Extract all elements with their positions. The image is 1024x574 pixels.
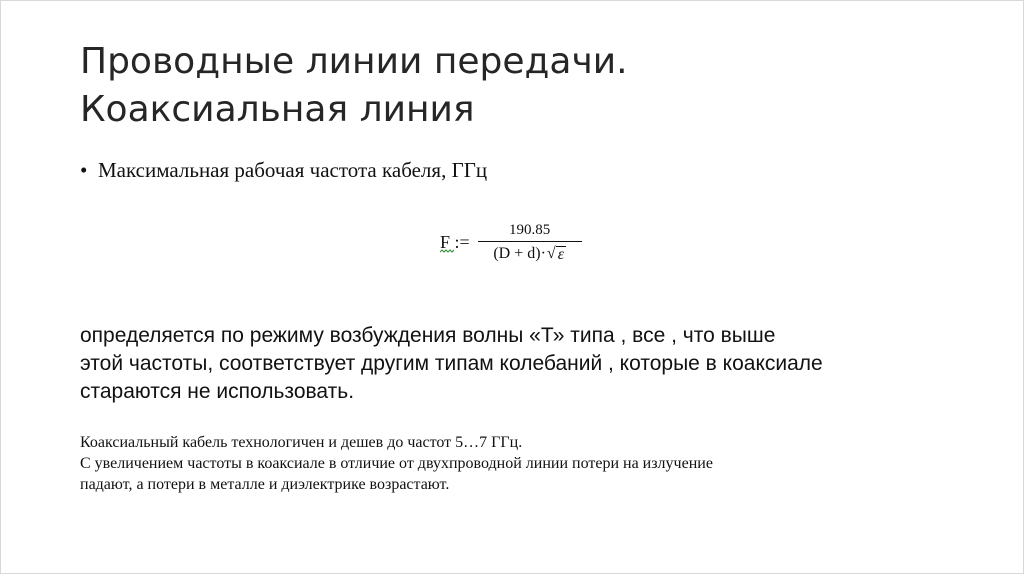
slide-title xyxy=(80,38,940,134)
bullet-item xyxy=(80,158,487,183)
bullet-marker: • xyxy=(80,158,88,182)
square-root xyxy=(547,245,566,263)
paragraph-line: этой частоты, соответствует другим типам колебаний , которые в коаксиале xyxy=(80,352,823,375)
explanation-paragraph xyxy=(80,322,960,406)
paragraph-line: определяется по режиму возбуждения волны «Т» типа , все , что выше xyxy=(80,324,776,347)
title-line-2: Коаксиальная линия xyxy=(80,89,475,130)
notes-line: С увеличением частоты в коаксиале в отличие от двухпроводной линии потери на излучение xyxy=(80,455,713,472)
radicand: ε xyxy=(557,245,564,263)
formula-numerator: 190.85 xyxy=(509,221,551,238)
paragraph-line: стараются не использовать. xyxy=(80,380,355,403)
notes-block xyxy=(80,432,960,495)
spellcheck-squiggle-icon xyxy=(440,249,454,254)
notes-line: Коаксиальный кабель технологичен и дешев до частот 5…7 ГГц. xyxy=(80,434,523,451)
formula-lhs xyxy=(440,232,470,253)
notes-line: падают, а потери в металле и диэлектрике возрастают. xyxy=(80,476,450,493)
formula-fraction xyxy=(478,222,582,263)
radical-sign: √ xyxy=(546,244,556,262)
formula-lhs-text: F := xyxy=(440,231,470,252)
denominator-text: (D + d)· xyxy=(493,244,546,262)
bullet-text: Максимальная рабочая частота кабеля, ГГц xyxy=(98,158,488,182)
frequency-formula xyxy=(440,214,582,270)
title-line-1: Проводные линии передачи. xyxy=(80,41,628,82)
formula-denominator xyxy=(493,242,566,263)
